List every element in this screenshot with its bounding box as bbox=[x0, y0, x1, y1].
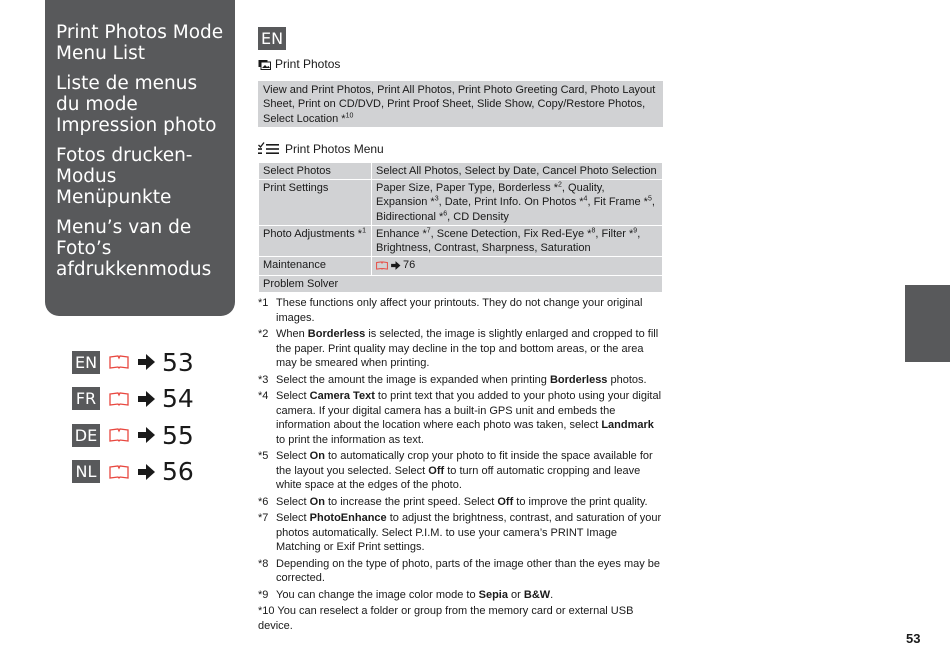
menu-heading bbox=[258, 142, 384, 156]
lang-ref-fr[interactable] bbox=[72, 381, 232, 418]
row-label: Maintenance bbox=[259, 257, 372, 276]
row-label: Print Settings bbox=[259, 180, 372, 226]
row-label: Select Photos bbox=[259, 163, 372, 180]
print-photos-menu-table bbox=[258, 162, 663, 293]
book-icon bbox=[376, 261, 388, 270]
menu-title: Print Photos Menu bbox=[285, 142, 384, 156]
footnote: *2 When Borderless is selected, the image is slightly enlarged and cropped to fill the paper. Print quality may decline in the top and bottom areas, or the area may be smeared when printing. bbox=[258, 327, 659, 370]
footnote: *5 Select On to automatically crop your photo to fit inside the space available for the layout you selected. Select Off to turn off automatic cropping and leave white space at the edges of the photo. bbox=[258, 450, 653, 492]
page-ref-number: 55 bbox=[162, 420, 194, 450]
sidebar-title-nl: Menu’s van de Foto’s afdrukkenmodus bbox=[56, 217, 212, 280]
footnote: *8 Depending on the type of photo, parts of the image other than the eyes may be corrected. bbox=[258, 557, 661, 585]
arrow-right-icon bbox=[136, 425, 156, 445]
page-number: 53 bbox=[906, 631, 921, 646]
language-tag-en: EN bbox=[258, 27, 286, 50]
page-ref-number: 53 bbox=[162, 347, 194, 377]
row-value: Select All Photos, Select by Date, Cancel Photo Selection bbox=[372, 163, 663, 180]
row-value: Enhance *$^7$, Scene Detection, Fix Red-Eye *$^8$, Filter *$^9$, Brightness, Contrast, Sharpness, Saturation bbox=[372, 225, 663, 256]
row-value[interactable] bbox=[372, 257, 663, 276]
mode-heading bbox=[258, 57, 340, 71]
footnote: *6 Select On to increase the print speed. Select Off to improve the print quality. bbox=[258, 495, 648, 508]
language-page-refs bbox=[72, 344, 232, 490]
book-icon bbox=[109, 428, 129, 442]
menu-list-icon bbox=[258, 142, 280, 156]
table-row bbox=[259, 180, 663, 226]
lang-tag: NL bbox=[72, 460, 100, 483]
book-icon bbox=[109, 355, 129, 369]
footnote: *1 These functions only affect your printouts. They do not change your original images. bbox=[258, 297, 643, 324]
row-value: Paper Size, Paper Type, Borderless *$^2$, Quality, Expansion *$^3$, Date, Print Info. On Photos *$^4$, Fit Frame *$^5$, Bidirectional *$^6$, CD Density bbox=[372, 180, 663, 226]
maintenance-page-ref: 76 bbox=[403, 259, 416, 272]
lang-tag: EN bbox=[72, 351, 100, 374]
lang-tag: FR bbox=[72, 387, 100, 410]
page-ref-number: 56 bbox=[162, 457, 194, 487]
table-row bbox=[259, 276, 663, 293]
footnote-ref: 10 bbox=[345, 111, 354, 119]
arrow-right-icon bbox=[136, 352, 156, 372]
lang-ref-en[interactable] bbox=[72, 344, 232, 381]
table-row bbox=[259, 225, 663, 256]
lang-tag: DE bbox=[72, 424, 100, 447]
row-label: Photo Adjustments *$^1$ bbox=[259, 225, 372, 256]
arrow-right-icon bbox=[136, 389, 156, 409]
sidebar-panel bbox=[45, 0, 235, 316]
book-icon bbox=[109, 465, 129, 479]
lang-ref-nl[interactable] bbox=[72, 454, 232, 491]
sidebar-title-de: Fotos drucken-Modus Menüpunkte bbox=[56, 145, 193, 208]
footnote: *7 Select PhotoEnhance to adjust the brightness, contrast, and saturation of your photos automatically. Select P.I.M. to use your camera’s PRINT Image Matching or Exif Print settings. bbox=[258, 512, 662, 554]
footnote: *9 You can change the image color mode to Sepia or B&W. bbox=[258, 588, 554, 601]
footnote: *4 Select Camera Text to print text that you added to your photo using your digital camera. If your digital camera has a built-in GPS unit and embeds the information about the location where each photo was taken, select Landmark to print the information as text. bbox=[258, 389, 662, 446]
row-label: Problem Solver bbox=[259, 276, 663, 293]
sidebar-title-en: Print Photos Mode Menu List bbox=[56, 22, 224, 64]
mode-title: Print Photos bbox=[275, 57, 341, 71]
arrow-right-icon bbox=[390, 260, 401, 271]
lang-ref-de[interactable] bbox=[72, 417, 232, 454]
book-icon bbox=[109, 392, 129, 406]
print-photos-icon bbox=[258, 58, 271, 70]
page-ref-number: 54 bbox=[162, 384, 194, 414]
sidebar-title-fr: Liste de menus du mode Impression photo bbox=[56, 73, 217, 136]
side-tab-marker bbox=[905, 285, 950, 362]
mode-options-box bbox=[258, 81, 663, 127]
table-row bbox=[259, 257, 663, 276]
footnote: *10 You can reselect a folder or group from the memory card or external USB device. bbox=[258, 605, 634, 632]
mode-options-text: View and Print Photos, Print All Photos, Print Photo Greeting Card, Photo Layout Sheet, Print on CD/DVD, Print Proof Sheet, Slide Show, Copy/Restore Photos, Select Location * bbox=[263, 84, 656, 125]
footnotes bbox=[258, 296, 663, 635]
table-row bbox=[259, 163, 663, 180]
arrow-right-icon bbox=[136, 462, 156, 482]
footnote: *3 Select the amount the image is expanded when printing Borderless photos. bbox=[258, 373, 647, 386]
